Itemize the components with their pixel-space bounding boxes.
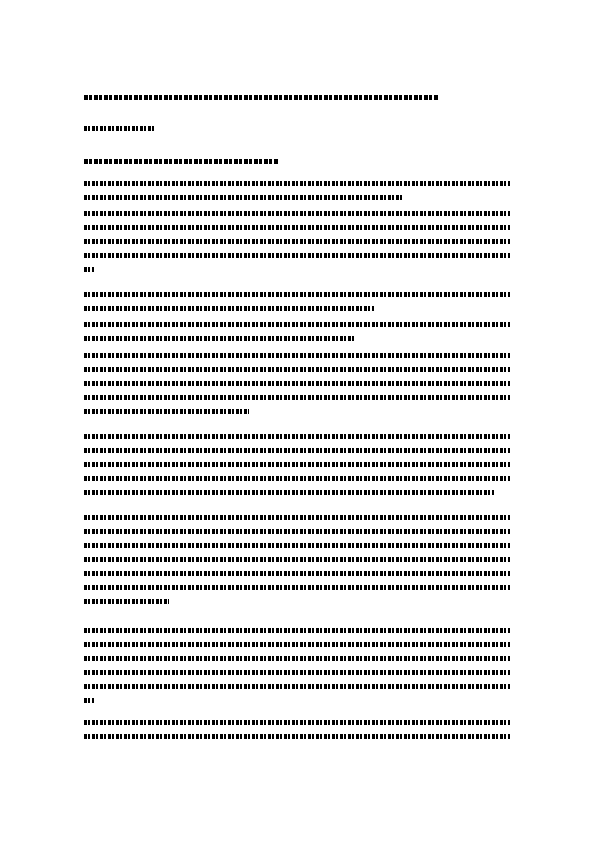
text-line <box>84 322 510 327</box>
text-line <box>84 409 249 414</box>
text-line <box>84 253 510 258</box>
text-line <box>84 684 510 689</box>
text-line <box>84 628 510 633</box>
text-line <box>84 720 510 725</box>
text-line <box>84 353 510 358</box>
paragraph-7 <box>84 515 510 613</box>
text-line <box>84 367 510 372</box>
paragraph-6 <box>84 434 510 504</box>
text-line <box>84 306 374 311</box>
paragraph-4 <box>84 322 510 350</box>
text-line <box>84 267 94 272</box>
text-line <box>84 599 169 604</box>
text-line <box>84 515 510 520</box>
text-line <box>84 159 279 164</box>
paragraph-1 <box>84 181 510 209</box>
paragraph-5 <box>84 353 510 423</box>
text-line <box>84 239 510 244</box>
document-title-line <box>84 95 439 109</box>
text-line <box>84 462 510 467</box>
text-line <box>84 195 404 200</box>
text-line <box>84 698 94 703</box>
text-line <box>84 395 510 400</box>
text-line <box>84 95 439 100</box>
text-line <box>84 543 510 548</box>
text-line <box>84 642 510 647</box>
text-line <box>84 529 510 534</box>
text-line <box>84 126 154 131</box>
text-line <box>84 181 510 186</box>
text-line <box>84 490 494 495</box>
text-line <box>84 292 510 297</box>
text-line <box>84 336 354 341</box>
text-line <box>84 734 510 739</box>
text-line <box>84 434 510 439</box>
text-line <box>84 476 510 481</box>
paragraph-3 <box>84 292 510 320</box>
text-line <box>84 571 510 576</box>
text-line <box>84 211 510 216</box>
paragraph-9 <box>84 720 510 748</box>
text-line <box>84 448 510 453</box>
text-line <box>84 557 510 562</box>
document-date-line <box>84 126 154 140</box>
text-line <box>84 656 510 661</box>
text-line <box>84 381 510 386</box>
text-line <box>84 670 510 675</box>
paragraph-8 <box>84 628 510 712</box>
paragraph-2 <box>84 211 510 281</box>
text-line <box>84 585 510 590</box>
section-heading-line <box>84 159 279 173</box>
text-line <box>84 225 510 230</box>
